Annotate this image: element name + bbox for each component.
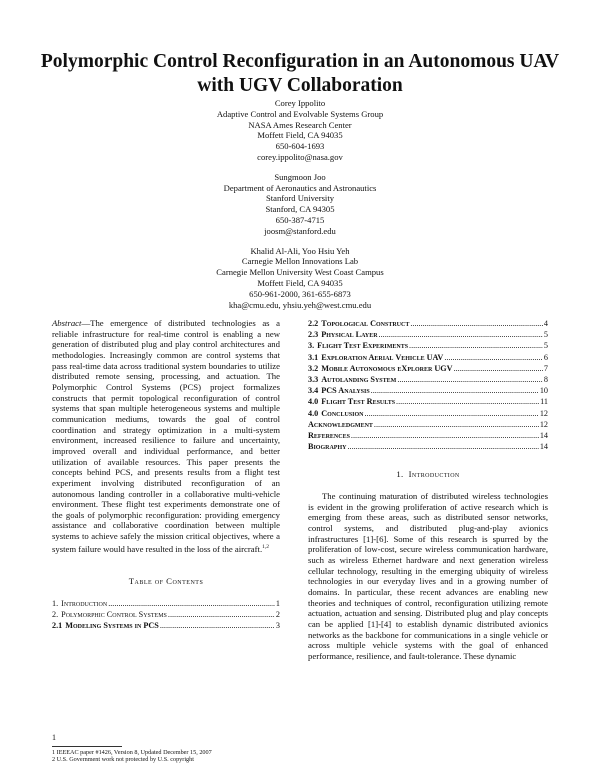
author-phone: 650-387-4715 [275, 214, 325, 225]
toc-leader-dots [374, 419, 539, 430]
author-institution: NASA Ames Research Center [248, 119, 352, 130]
toc-leader-dots [444, 352, 543, 363]
toc-entry-page: 10 [539, 386, 548, 396]
toc-entry-title: Mobile Autonomous eXplorer UGV [321, 363, 453, 373]
toc-entry-number: 2.3 [308, 330, 319, 340]
toc-entry-page: 14 [539, 431, 548, 441]
toc-entry-title: Topological Construct [321, 319, 410, 328]
toc-heading: Table of Contents [128, 576, 204, 587]
toc-entry[interactable] [52, 620, 280, 631]
author-affiliation: Adaptive Control and Evolvable Systems Group [216, 108, 384, 119]
author-list [150, 98, 450, 319]
author-email: joosm@stanford.edu [264, 225, 336, 236]
toc-entry[interactable] [308, 441, 548, 452]
author-name: Khalid Al-Ali, Yoo Hsiu Yeh [250, 245, 350, 256]
toc-entry-title: Biography [308, 442, 347, 452]
toc-entry[interactable] [308, 374, 548, 385]
toc-entry-number: 1. [52, 598, 59, 608]
toc-entry-number: 2.2 [308, 319, 319, 328]
section-title: Introduction [408, 469, 460, 480]
toc-entry-page: 14 [539, 442, 548, 452]
toc-leader-dots [379, 329, 543, 340]
author-email: corey.ippolito@nasa.gov [257, 151, 343, 162]
toc-entry[interactable] [308, 396, 548, 407]
introduction-paragraph: The continuing maturation of distributed wireless technologies is evident in the growing proliferation of active research which is emerging from these areas, such as distributed sensor networks, control systems, and distributed plug-and-play avionics infrastructures [1]-[6]. Some of this research is spurred by the proliferation of low-cost, secure wireless communication hardware, such as wireless Ethernet hardware and next generation wireless cellular technology, resulting in the emerging ubiquity of wireless technologies in our everyday lives and in a growing number of domains. In particular, these recent advances are enabling new theories and techniques of control, reconfiguration utilizing remote actuation, actuation and sensing. Distributed plug and play concepts can be applied [1]-[4] to establish dynamic distributed avionics networks as the backbone for communications in a single vehicle or across multiple vehicle systems with the goal of enhanced performance, resilience, and fault-tolerance. These dynamic [308, 491, 548, 661]
toc-entry-number: 3. [308, 341, 315, 351]
author-address: Moffett Field, CA 94035 [257, 277, 343, 288]
toc-leader-dots [351, 430, 539, 441]
toc-entry-title: References [308, 431, 350, 441]
footnote-2: 2 U.S. Government work not protected by U.S. copyright [52, 756, 194, 764]
toc-entry[interactable] [308, 352, 548, 363]
footnote-rule [52, 746, 122, 747]
toc-entry-number: 3.3 [308, 375, 319, 385]
toc-entry-title: Acknowledgment [308, 419, 373, 429]
toc-leader-dots [454, 363, 543, 374]
author-email: kha@cmu.edu, yhsiu.yeh@west.cmu.edu [228, 299, 372, 310]
toc-entry-page: 11 [540, 397, 548, 407]
toc-entry-page: 6 [543, 352, 548, 362]
author-phone: 650-604-1693 [275, 141, 325, 152]
toc-entry-page: 12 [539, 408, 548, 418]
toc-entry-title: PCS Analysis [321, 386, 370, 396]
toc-entry-page: 12 [539, 419, 548, 429]
right-column [308, 318, 548, 662]
toc-entry[interactable] [52, 609, 280, 620]
author-institution: Carnegie Mellon University West Coast Campus [216, 267, 384, 278]
author-block-3 [150, 246, 450, 311]
toc-entry-page: 7 [543, 363, 548, 373]
toc-leader-dots [168, 609, 275, 620]
toc-leader-dots [347, 441, 538, 452]
toc-entry-number: 3.4 [308, 386, 319, 396]
toc-entry-title: Conclusion [321, 408, 364, 418]
author-name: Sungmoon Joo [274, 171, 326, 182]
toc-leader-dots [397, 374, 543, 385]
toc-entry-page: 3 [275, 621, 280, 631]
toc-leader-dots [410, 318, 543, 329]
author-block-1 [150, 98, 450, 163]
toc-leader-dots [365, 408, 539, 419]
page-number: 1 [52, 733, 56, 742]
toc-entry-page: 4 [543, 319, 548, 328]
toc-entry[interactable] [308, 318, 548, 329]
toc-entry[interactable] [52, 598, 280, 609]
toc-entry-number: 4.0 [308, 397, 319, 407]
toc-entry-page: 5 [543, 341, 548, 351]
toc-entry[interactable] [308, 340, 548, 351]
toc-entry-number: 2.1 [52, 621, 63, 631]
toc-entry-title: Modeling Systems in PCS [65, 621, 159, 631]
author-phone: 650-961-2000, 361-655-6873 [249, 288, 351, 299]
table-of-contents-part-1 [52, 598, 280, 632]
toc-entry[interactable] [308, 385, 548, 396]
toc-entry-number: 3.1 [308, 352, 319, 362]
toc-entry-page: 8 [543, 375, 548, 385]
toc-entry[interactable] [308, 408, 548, 419]
toc-entry-number: 3.2 [308, 363, 319, 373]
toc-entry-title: Polymorphic Control Systems [61, 610, 167, 620]
toc-entry-title: Exploration Aerial Vehicle UAV [321, 352, 444, 362]
toc-entry-title: Physical Layer [321, 330, 378, 340]
toc-leader-dots [108, 598, 275, 609]
section-heading [308, 469, 548, 480]
footnote-1: 1 IEEEAC paper #1426, Version 8, Updated December 15, 2007 [52, 749, 212, 756]
toc-entry-title: Flight Test Results [321, 397, 396, 407]
toc-entry[interactable] [308, 329, 548, 340]
author-affiliation: Carnegie Mellon Innovations Lab [241, 256, 359, 267]
toc-leader-dots [396, 396, 539, 407]
toc-entry-number: 4.0 [308, 408, 319, 418]
toc-entry[interactable] [308, 363, 548, 374]
abstract-body: —The emergence of distributed technologies as a reliable infrastructure for real-time control is enabling a new generation of distributed plug and play control architectures and methodologies. Increasingly common are control systems that pass real-time data across traditional system boundaries to utilize distributed remote sensing, processing, and actuation. The Polymorphic Control Systems (PCS) project formalizes constructs that permit topological reconfiguration of control systems that span multiple heterogeneous systems and multiple communication mediums, towards the goal of control coordination and strategy optimization in a multi-system environment, increased resilience to failure and uncertainty, improved overall and individual performance, and better utilization of available resources. This paper presents the concepts behind PCS, and presents results from a flight test experiment involving distributed reconfiguration of an autonomous landing controller in a collaborative multi-vehicle environment. These flight test experiments demonstrate one of the goals of polymorphic reconfiguration: providing emergency assistance and collaborative coordination between multiple systems to achieve safely the mission critical objectives, where a system failure would have resulted in the loss of the aircraft. [52, 318, 280, 554]
toc-entry-title: Introduction [61, 598, 108, 608]
author-affiliation: Department of Aeronautics and Astronautics [223, 182, 377, 193]
toc-leader-dots [409, 340, 543, 351]
author-block-2 [150, 172, 450, 237]
abstract-label: Abstract [52, 318, 82, 328]
footnotes [52, 733, 280, 763]
toc-leader-dots [371, 385, 539, 396]
table-of-contents-part-2 [308, 318, 548, 452]
toc-entry-page: 2 [275, 610, 280, 620]
section-number: 1. [396, 469, 404, 480]
toc-entry-page: 5 [543, 330, 548, 340]
toc-entry-title: Autolanding System [321, 375, 397, 385]
toc-entry-page: 1 [275, 598, 280, 608]
toc-entry[interactable] [308, 419, 548, 430]
toc-entry-number: 2. [52, 610, 59, 620]
author-address: Moffett Field, CA 94035 [257, 130, 343, 141]
author-institution: Stanford University [265, 193, 335, 204]
left-column [52, 318, 280, 632]
toc-leader-dots [160, 620, 275, 631]
abstract-footnote-marker: 1,2 [262, 543, 269, 550]
author-name: Corey Ippolito [274, 98, 326, 108]
author-address: Stanford, CA 94305 [265, 204, 335, 215]
toc-entry-title: Flight Test Experiments [317, 341, 409, 351]
toc-entry[interactable] [308, 430, 548, 441]
abstract [52, 318, 280, 554]
paper-title: Polymorphic Control Reconfiguration in an Autonomous UAV with UGV Collaboration [40, 51, 560, 96]
